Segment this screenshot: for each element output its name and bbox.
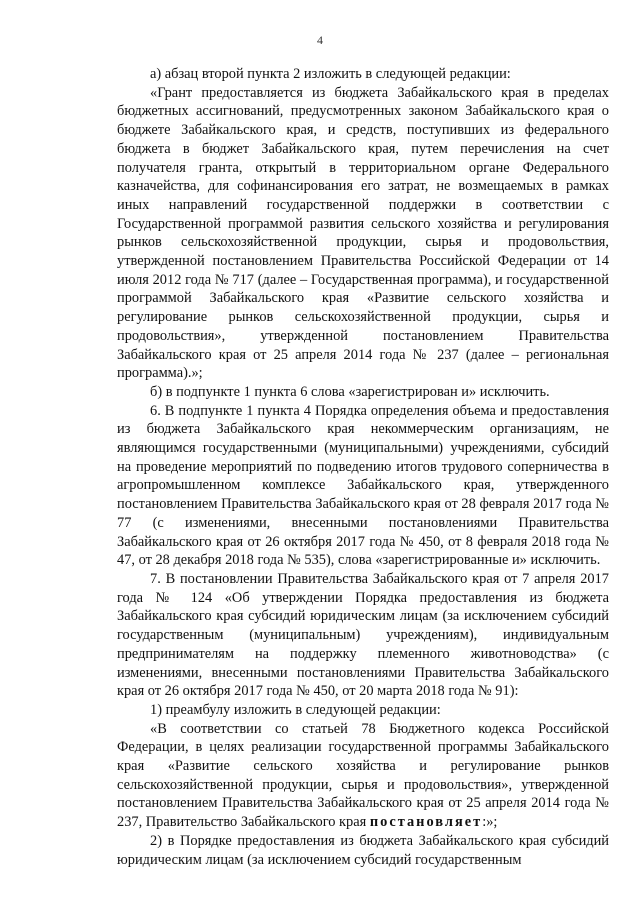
- paragraph-item-1: 1) преамбулу изложить в следующей редакции:: [150, 701, 441, 718]
- document-body: [117, 65, 609, 869]
- paragraph-item-2: 2) в Порядке предоставления из бюджета Забайкальского края субсидий юридическим лицам (за исключением субсидий государственным: [117, 832, 609, 868]
- paragraph-grant-text: «Грант предоставляется из бюджета Забайкальского края в пределах бюджетных ассигнований, предусмотренных законом Забайкальского края о бюджете Забайкальского края, и средств, поступивших из федерального бюджета в бюджет Забайкальского края, путем перечисления на счет получателя гранта, открытый в территориальном органе Федерального казначейства, для софинансирования его затрат, не возмещаемых в рамках иных направлений государственной поддержки в соответствии с Государственной программой развития сельского хозяйства и регулирования рынков сельскохозяйственной продукции, сырья и продовольствия, утвержденной постановлением Правительства Российской Федерации от 14 июля 2012 года № 717 (далее – Государственная программа), и государственной программой Забайкальского края «Развитие сельского хозяйства и регулирование рынков сельскохозяйственной продукции, сырья и продовольствия», утвержденной постановлением Правительства Забайкальского края от 25 апреля 2014 года № 237 (далее – региональная программа).»;: [117, 84, 609, 382]
- preamble-emphasis: постановляет: [369, 814, 483, 831]
- paragraph-preamble: [117, 720, 609, 832]
- preamble-tail: :»;: [482, 814, 498, 831]
- paragraph-point-6: 6. В подпункте 1 пункта 4 Порядка определения объема и предоставления из бюджета Забайкальского края некоммерческим организациям, не являющимся государственными (муниципальными) учреждениями, субсидий на проведение мероприятий по подведению итогов трудового соперничества в агропромышленном комплексе Забайкальского края, утвержденного постановлением Правительства Забайкальского края от 28 февраля 2017 года № 77 (с изменениями, внесенными постановлениями Правительства Забайкальского края от 26 октября 2017 года № 450, от 8 февраля 2018 года № 47, от 28 декабря 2018 года № 535), слова «зарегистрированные и» исключить.: [117, 402, 609, 569]
- paragraph-item-a: а) абзац второй пункта 2 изложить в следующей редакции:: [150, 66, 511, 82]
- preamble-text: «В соответствии со статьей 78 Бюджетного кодекса Российской Федерации, в целях реализации государственной программы Забайкальского края «Развитие сельского хозяйства и регулирование рынков сельскохозяйственной продукции, сырья и продовольствия», утвержденной постановлением Правительства Забайкальского края от 25 апреля 2014 года № 237, Правительство Забайкальского края: [117, 720, 609, 831]
- paragraph-item-b: б) в подпункте 1 пункта 6 слова «зарегистрирован и» исключить.: [150, 383, 550, 400]
- page-number: 4: [317, 33, 323, 47]
- paragraph-point-7: 7. В постановлении Правительства Забайкальского края от 7 апреля 2017 года № 124 «Об утверждении Порядка предоставления из бюджета Забайкальского края субсидий юридическим лицам (за исключением субсидий государственным (муниципальным) учреждениям), индивидуальным предпринимателям на поддержку племенного животноводства» (с изменениями, внесенными постановлениями Правительства Забайкальского края от 26 октября 2017 года № 450, от 20 марта 2018 года № 91):: [117, 570, 609, 700]
